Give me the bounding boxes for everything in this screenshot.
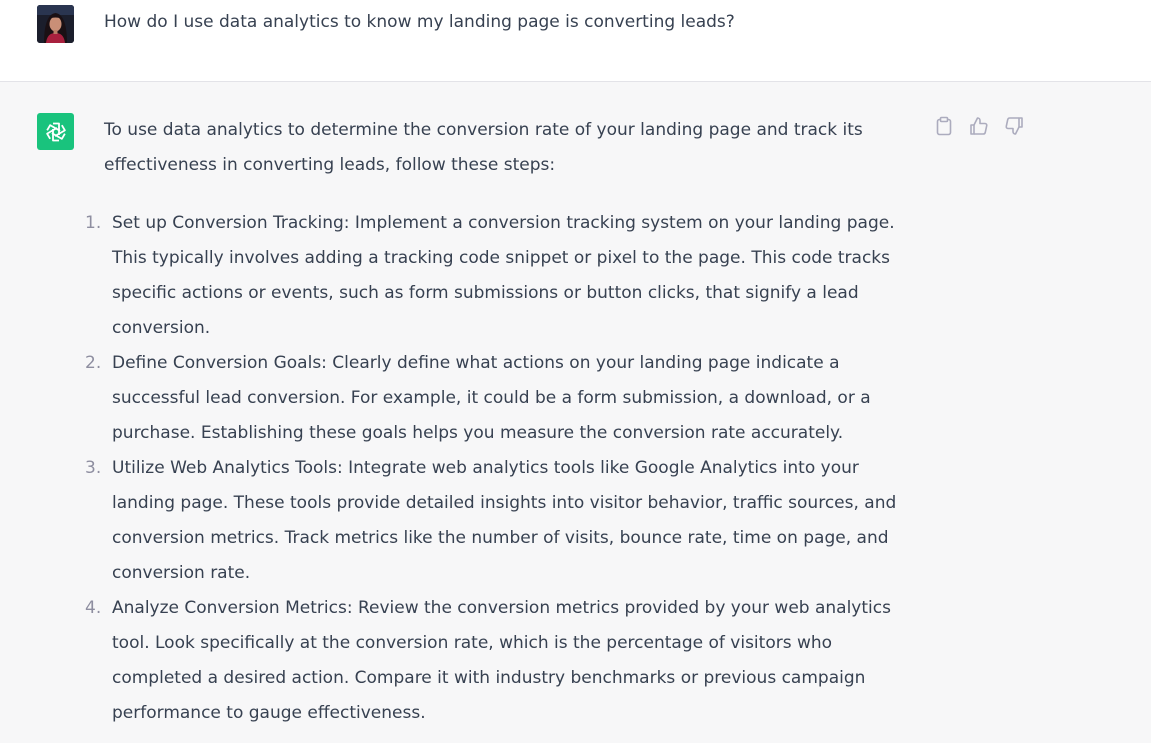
list-item — [85, 451, 924, 591]
copy-button[interactable] — [934, 116, 954, 136]
user-avatar — [37, 5, 74, 43]
message-actions — [934, 116, 1024, 136]
clipboard-icon — [935, 116, 953, 136]
list-item-number: 3. — [85, 458, 102, 478]
list-item-number: 2. — [85, 353, 102, 373]
list-item — [85, 346, 924, 451]
user-message-row — [0, 0, 1151, 82]
list-item-number: 1. — [85, 213, 102, 233]
dislike-button[interactable] — [1004, 116, 1024, 136]
list-item-text: Utilize Web Analytics Tools: Integrate web analytics tools like Google Analytics into your landing page. These tools provide detailed insights into visitor behavior, traffic sources, and conversion metrics. Track metrics like the number of visits, bounce rate, time on page, and conversion rate. — [112, 458, 897, 583]
list-item-text: Set up Conversion Tracking: Implement a conversion tracking system on your landing page. This typically involves adding a tracking code snippet or pixel to the page. This code tracks specific actions or events, such as form submissions or button clicks, that signify a lead conversion. — [112, 213, 895, 338]
steps-list — [85, 206, 924, 731]
like-button[interactable] — [969, 116, 989, 136]
user-photo-icon — [37, 5, 74, 43]
assistant-avatar — [37, 113, 74, 150]
list-item-text: Define Conversion Goals: Clearly define what actions on your landing page indicate a successful lead conversion. For example, it could be a form submission, a download, or a purchase. Establishing these goals helps you measure the conversion rate accurately. — [112, 353, 871, 443]
list-item — [85, 206, 924, 346]
thumbs-up-icon — [969, 116, 989, 136]
thumbs-down-icon — [1004, 116, 1024, 136]
assistant-message-row — [0, 82, 1151, 743]
openai-logo-icon — [43, 119, 69, 145]
assistant-intro-text: To use data analytics to determine the conversion rate of your landing page and track its effectiveness in converting leads, follow these steps: — [104, 120, 863, 175]
assistant-message — [85, 113, 924, 731]
list-item-text: Analyze Conversion Metrics: Review the conversion metrics provided by your web analytics tool. Look specifically at the conversion rate, which is the percentage of visitors who completed a desired action. Compare it with industry benchmarks or previous campaign performance to gauge effectiveness. — [112, 598, 891, 723]
user-message-text: How do I use data analytics to know my landing page is converting leads? — [104, 12, 735, 32]
list-item — [85, 591, 924, 731]
list-item-number: 4. — [85, 598, 102, 618]
